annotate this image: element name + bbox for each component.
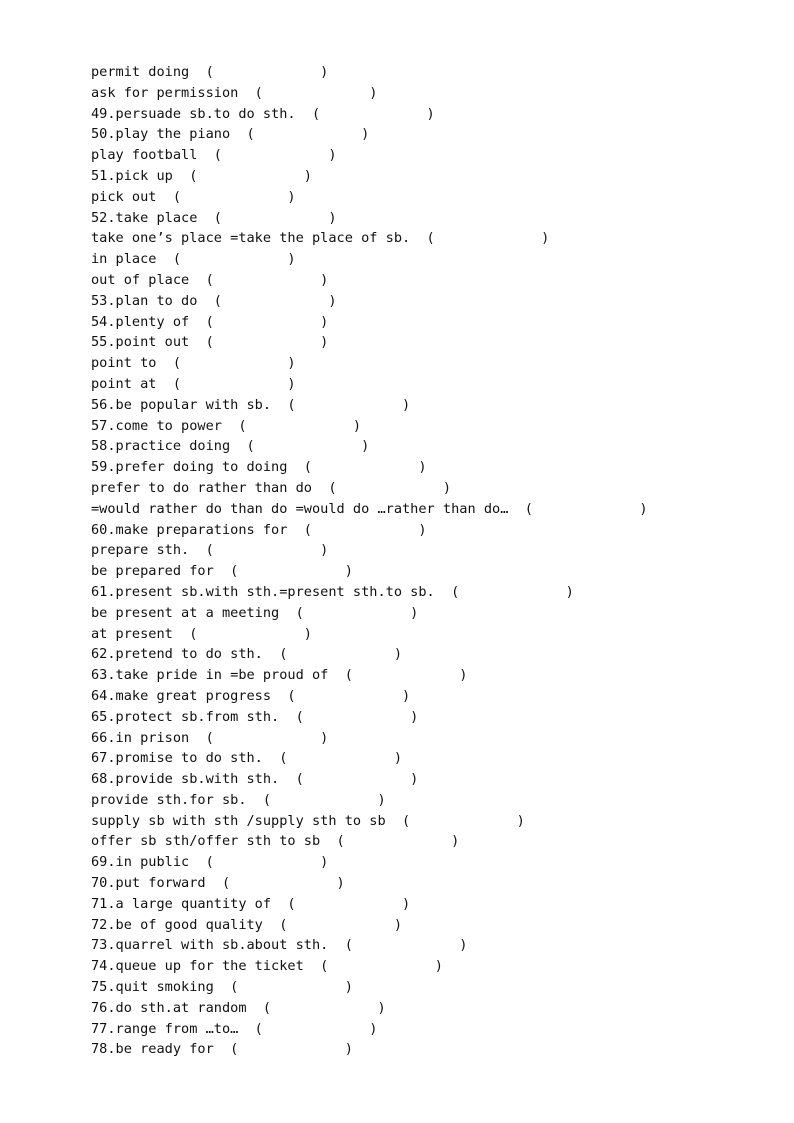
phrase-line: 57.come to power ( ) — [91, 417, 362, 434]
phrase-line: 61.present sb.with sth.=present sth.to sb. ( ) — [91, 583, 574, 600]
phrase-line: ask for permission ( ) — [91, 84, 378, 101]
phrase-line: point at ( ) — [91, 375, 296, 392]
phrase-line: 54.plenty of ( ) — [91, 313, 329, 330]
phrase-line: in place ( ) — [91, 251, 296, 268]
phrase-line: 72.be of good quality ( ) — [91, 916, 402, 933]
phrase-line: point to ( ) — [91, 355, 296, 372]
phrase-line: =would rather do than do =would do …rather than do… ( ) — [91, 500, 648, 517]
phrase-list — [91, 62, 648, 1060]
phrase-line: 62.pretend to do sth. ( ) — [91, 646, 402, 663]
phrase-line: 69.in public ( ) — [91, 854, 329, 871]
phrase-line: be present at a meeting ( ) — [91, 604, 419, 621]
phrase-line: 78.be ready for ( ) — [91, 1041, 353, 1058]
phrase-line: pick out ( ) — [91, 188, 296, 205]
phrase-line: 64.make great progress ( ) — [91, 687, 411, 704]
phrase-line: 50.play the piano ( ) — [91, 126, 370, 143]
phrase-line: 71.a large quantity of ( ) — [91, 895, 411, 912]
phrase-line: 53.plan to do ( ) — [91, 292, 337, 309]
phrase-line: supply sb with sth /supply sth to sb ( ) — [91, 812, 525, 829]
phrase-line: 70.put forward ( ) — [91, 875, 345, 892]
phrase-line: 58.practice doing ( ) — [91, 438, 370, 455]
phrase-line: 60.make preparations for ( ) — [91, 521, 427, 538]
phrase-line: permit doing ( ) — [91, 64, 329, 80]
phrase-line: 73.quarrel with sb.about sth. ( ) — [91, 937, 468, 954]
phrase-line: prepare sth. ( ) — [91, 542, 329, 559]
phrase-line: 65.protect sb.from sth. ( ) — [91, 708, 419, 725]
phrase-line: 68.provide sb.with sth. ( ) — [91, 771, 419, 788]
phrase-line: provide sth.for sb. ( ) — [91, 791, 386, 808]
phrase-line: prefer to do rather than do ( ) — [91, 479, 452, 496]
phrase-line: 66.in prison ( ) — [91, 729, 329, 746]
phrase-line: take one’s place =take the place of sb. ( ) — [91, 230, 550, 247]
phrase-line: 51.pick up ( ) — [91, 167, 312, 184]
phrase-line: at present ( ) — [91, 625, 312, 642]
phrase-line: offer sb sth/offer sth to sb ( ) — [91, 833, 460, 850]
phrase-line: out of place ( ) — [91, 271, 329, 288]
phrase-line: 77.range from …to… ( ) — [91, 1020, 378, 1037]
phrase-line: 67.promise to do sth. ( ) — [91, 750, 402, 767]
phrase-line: 74.queue up for the ticket ( ) — [91, 958, 443, 975]
phrase-line: 76.do sth.at random ( ) — [91, 999, 386, 1016]
phrase-line: 59.prefer doing to doing ( ) — [91, 459, 427, 476]
phrase-line: be prepared for ( ) — [91, 563, 353, 580]
phrase-line: 56.be popular with sb. ( ) — [91, 396, 411, 413]
phrase-line: play football ( ) — [91, 147, 337, 164]
phrase-line: 63.take pride in =be proud of ( ) — [91, 667, 468, 684]
phrase-line: 75.quit smoking ( ) — [91, 979, 353, 996]
phrase-line: 49.persuade sb.to do sth. ( ) — [91, 105, 435, 122]
phrase-line: 52.take place ( ) — [91, 209, 337, 226]
phrase-line: 55.point out ( ) — [91, 334, 329, 351]
